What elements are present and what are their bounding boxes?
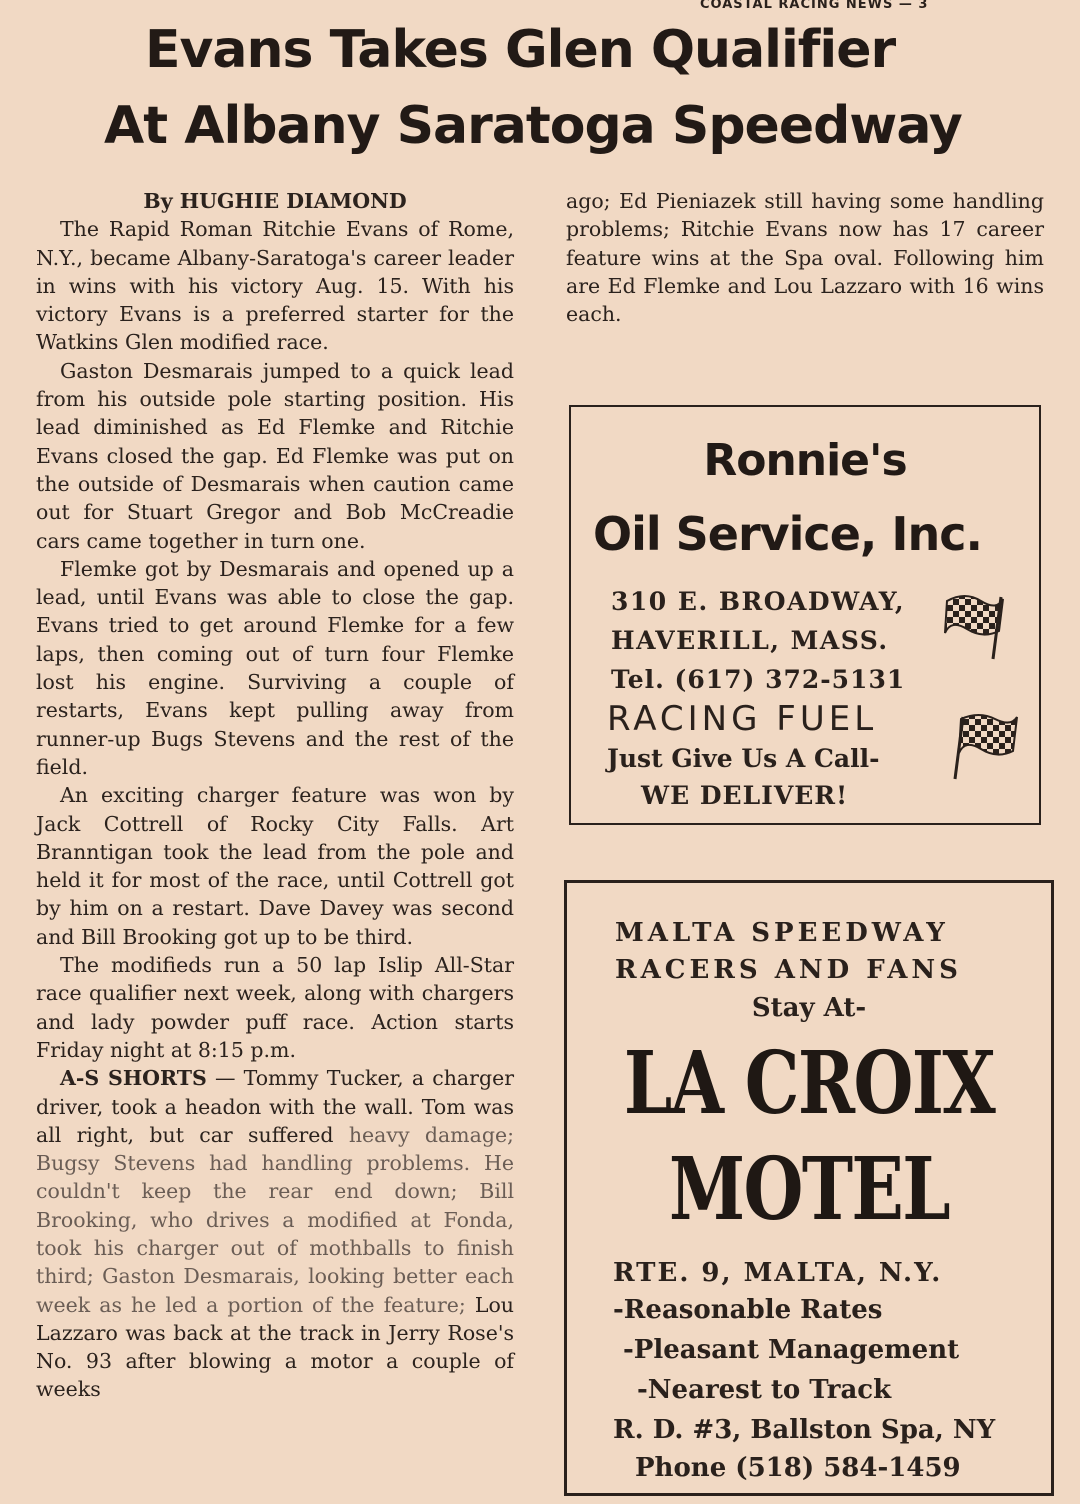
article-paragraph-4: An exciting charger feature was won by Jack Cottrell of Rocky City Falls. Art Branntigan took the lead from the pole and held it for most of the race, until Cottrell got by him on a restart. Dave Davey was second and Bill Brooking got up to be third.: [36, 783, 514, 949]
ad-lacroix-feature-3: -Nearest to Track: [637, 1375, 892, 1405]
ad-ronnies-delivery: WE DELIVER!: [641, 781, 849, 810]
ad-lacroix-feature-2: -Pleasant Management: [623, 1335, 960, 1365]
ad-ronnies-subtitle: Oil Service, Inc.: [593, 507, 982, 561]
shorts-text-c-left: Lou Lazzaro was back at the track in Jerry Rose's No. 93 after blowing a motor a couple of weeks: [36, 1292, 514, 1402]
article-continuation: ago; Ed Pieniazek still having some handling problems; Ritchie Evans now has 17 career feature wins at the Spa oval. Following him are Ed Flemke and Lou Lazzaro with 16 wins each.: [566, 189, 1044, 327]
shorts-text-a: — Tommy Tucker, a charger driver, took a headon with the wall. Tom was all right, but car suffered: [36, 1066, 514, 1147]
ad-lacroix-feature-1: -Reasonable Rates: [613, 1295, 883, 1325]
ad-ronnies-oil: [569, 405, 1041, 825]
ad-lacroix-phone: Phone (518) 584-1459: [635, 1453, 961, 1483]
shorts-text-b: heavy damage; Bugsy Stevens had handling problems. He couldn't keep the rear end down; Bill Brooking, who drives a modified at Fonda, took his charger out of mothballs to finish third; Gaston Desmarais, looking better each week as he led a portion of the feature;: [36, 1122, 514, 1317]
shorts-lead: A-S SHORTS: [60, 1066, 207, 1091]
checkered-flag-icon: [951, 707, 1021, 783]
ad-lacroix-line-1: MALTA SPEEDWAY: [615, 918, 949, 948]
ad-lacroix-name-2: MOTEL: [668, 1139, 950, 1240]
ad-lacroix-rd: R. D. #3, Ballston Spa, NY: [613, 1415, 996, 1445]
article-paragraph-1: The Rapid Roman Ritchie Evans of Rome, N.Y., became Albany-Saratoga's career leader in wins with his victory Aug. 15. With his victory Evans is a preferred starter for the Watkins Glen modified race.: [36, 217, 514, 355]
ad-ronnies-tagline: Just Give Us A Call-: [607, 744, 880, 773]
headline-line-1: Evans Takes Glen Qualifier: [145, 20, 896, 80]
article-paragraph-3: Flemke got by Desmarais and opened up a lead, until Evans was able to close the gap. Evans tried to get around Flemke for a few laps, then coming out of turn four Flemke lost his engine. Surviving a couple of restarts, Evans kept pulling away from runner-up Bugs Stevens and the rest of the field.: [36, 556, 514, 779]
masthead: COASTAL RACING NEWS — 3: [700, 0, 929, 10]
ad-ronnies-phone: Tel. (617) 372-5131: [611, 665, 906, 694]
headline-line-2: At Albany Saratoga Speedway: [104, 96, 962, 156]
ad-ronnies-address-1: 310 E. BROADWAY,: [611, 587, 906, 616]
ad-lacroix-name-1: LA CROIX: [623, 1033, 995, 1134]
article-paragraph-6: [36, 1064, 514, 1404]
ad-lacroix-line-2: RACERS AND FANS: [615, 955, 962, 985]
byline: By HUGHIE DIAMOND: [143, 189, 407, 213]
checkered-flag-icon: [941, 587, 1011, 663]
article-paragraph-5: The modifieds run a 50 lap Islip All-Star race qualifier next week, along with chargers and lady powder puff race. Action starts Friday night at 8:15 p.m.: [36, 953, 514, 1062]
article-column-right: [566, 187, 1044, 328]
ad-ronnies-address-2: HAVERILL, MASS.: [611, 626, 889, 655]
article-paragraph-2: Gaston Desmarais jumped to a quick lead from his outside pole starting position. His lead diminished as Ed Flemke and Ritchie Evans closed the gap. Ed Flemke was put on the outside of Desmarais when caution came out for Stuart Gregor and Bob McCreadie cars came together in turn one.: [36, 358, 514, 553]
ad-ronnies-title: Ronnie's: [703, 435, 907, 486]
ad-lacroix-address: RTE. 9, MALTA, N.Y.: [613, 1258, 943, 1288]
ad-lacroix-line-3: Stay At-: [751, 993, 867, 1023]
ad-ronnies-product: RACING FUEL: [607, 699, 878, 739]
article-column-left: [36, 187, 514, 1404]
ad-la-croix-motel: [564, 880, 1054, 1496]
